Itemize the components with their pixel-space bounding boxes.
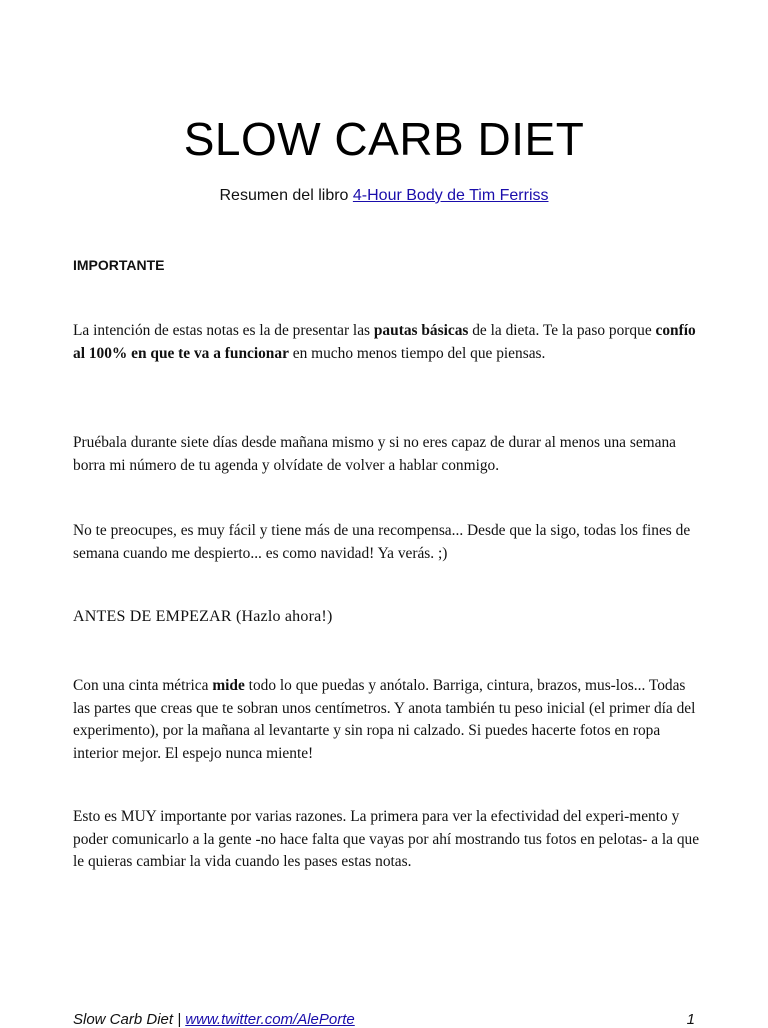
paragraph-intro: [73, 320, 703, 365]
paragraph-importance: Esto es MUY importante por varias razones. La primera para ver la efectividad del experi-mento y poder comunicarlo a la gente -no hace falta que vayas por ahí mostrando tus fotos en pelotas- a la que le quieras cambiar la vida cuando les pases estas notas.: [73, 808, 700, 870]
book-link[interactable]: 4-Hour Body de Tim Ferriss: [352, 187, 549, 204]
document-subtitle: [0, 187, 768, 205]
paragraph-text: Con una cinta métrica: [73, 677, 213, 694]
page-number: 1: [686, 1011, 695, 1028]
section-heading-importante: IMPORTANTE: [73, 257, 165, 273]
twitter-link[interactable]: www.twitter.com/AlePorte: [185, 1011, 355, 1028]
page-footer: [73, 1011, 695, 1028]
document-title: SLOW CARB DIET: [183, 113, 585, 165]
paragraph-text: de la dieta. Te la paso porque: [468, 322, 656, 339]
paragraph-text: en mucho menos tiempo del que piensas.: [288, 344, 546, 362]
footer-prefix: Slow Carb Diet |: [73, 1011, 186, 1028]
section-heading-antes-de-empezar: ANTES DE EMPEZAR (Hazlo ahora!): [73, 608, 333, 625]
bold-text: mide: [212, 677, 245, 694]
paragraph-text: La intención de estas notas es la de presentar las: [73, 322, 374, 339]
paragraph-challenge: Pruébala durante siete días desde mañana mismo y si no eres capaz de durar al menos una semana borra mi número de tu agenda y olvídate de volver a hablar conmigo.: [73, 434, 677, 474]
paragraph-measure: [73, 675, 703, 765]
paragraph-text: todo lo que puedas y anótalo. Barriga, cintura, brazos, mus-los... Todas las partes que creas que te sobran unos centímetros. Y anota también tu peso inicial (el primer día del experimento), por la mañana al levantarte y sin ropa ni calzado. Si puedes hacerte fotos en ropa interior mejor. El espejo nunca miente!: [73, 677, 696, 762]
paragraph-reward: No te preocupes, es muy fácil y tiene más de una recompensa... Desde que la sigo, todas los fines de semana cuando me despierto... es como navidad! Ya verás. ;): [73, 522, 691, 562]
bold-text: pautas básicas: [373, 322, 469, 339]
subtitle-prefix: Resumen del libro: [219, 187, 353, 204]
bold-text: confío al 100% en que te va a funcionar: [73, 322, 696, 362]
